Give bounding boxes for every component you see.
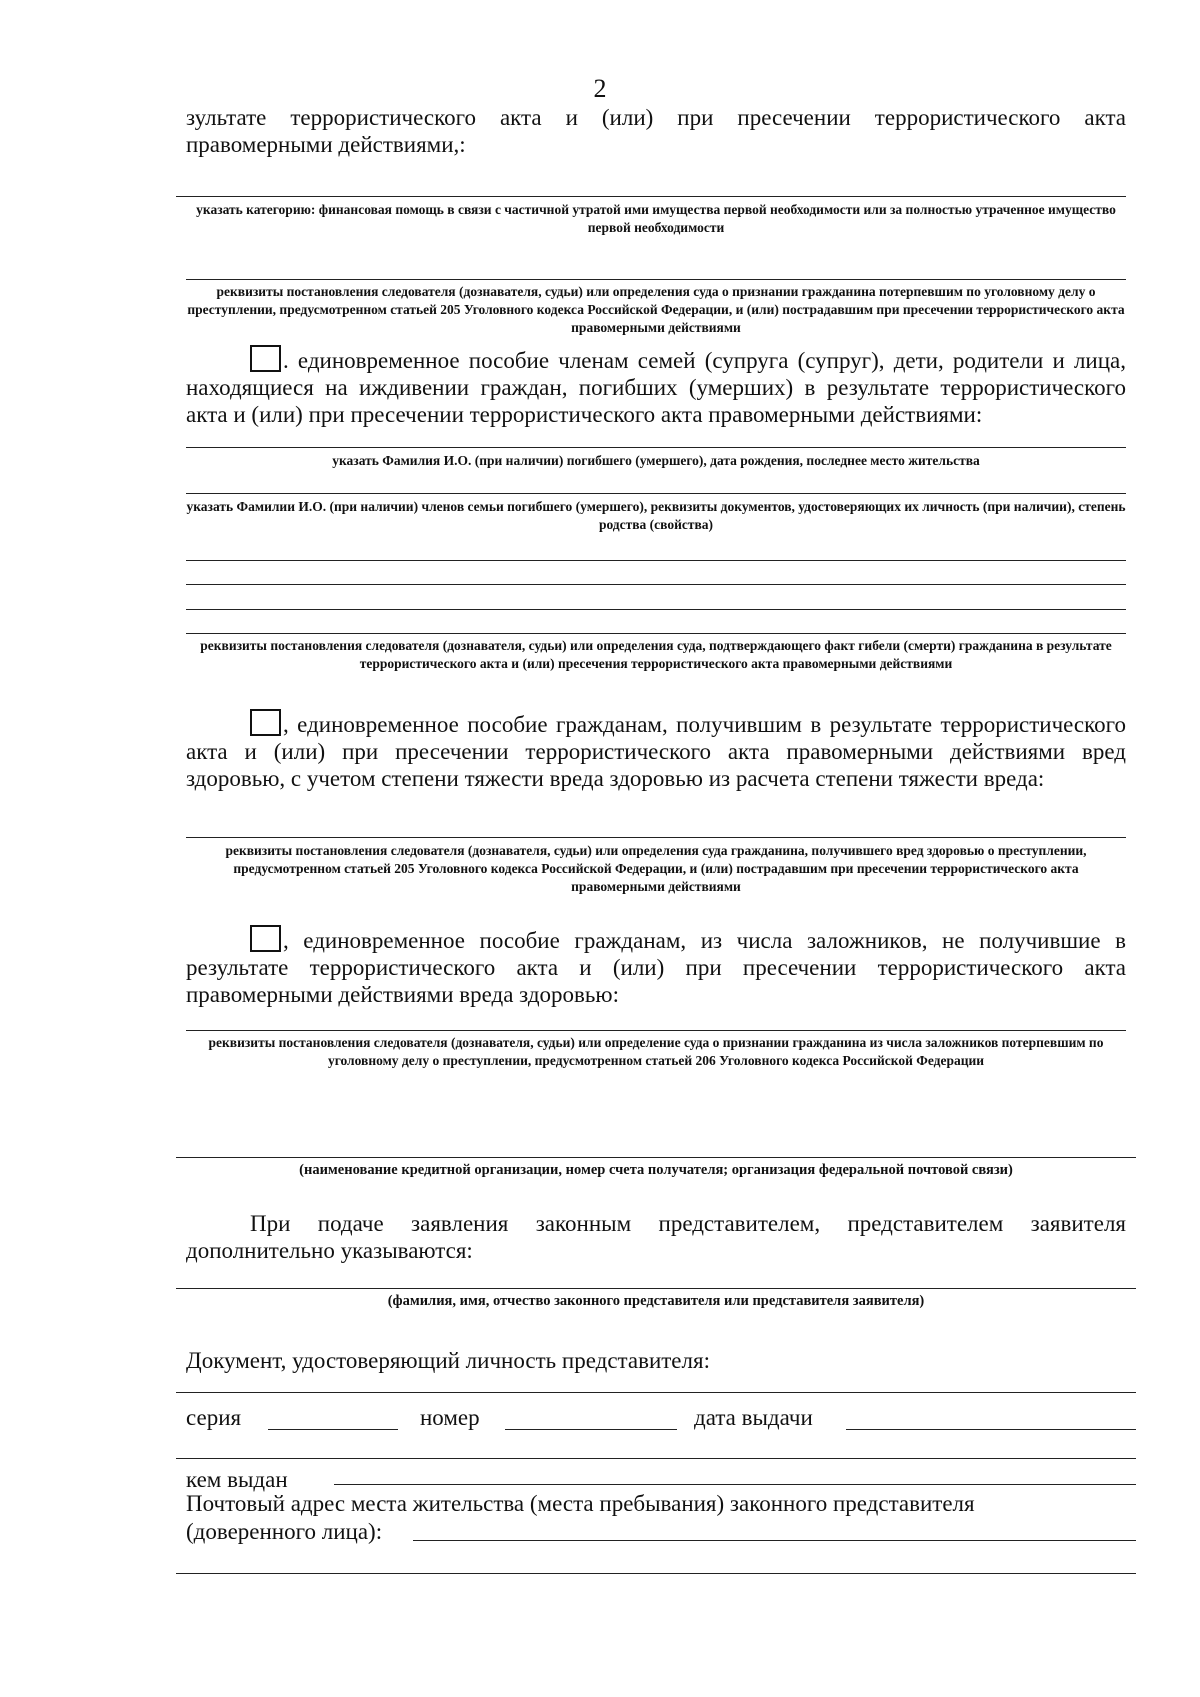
address-input[interactable] <box>413 1540 1136 1541</box>
representative-note: При подаче заявления законным представителем, представителем заявителя дополнительно указываются: <box>186 1211 1126 1263</box>
intro-paragraph: зультате террористического акта и (или) при пресечении террористического акта правомерными действиями,: <box>186 105 1126 157</box>
category-caption: указать категорию: финансовая помощь в связи с частичной утратой ими имущества первой необходимости или за полностью утраченное имущество первой необходимости <box>196 202 1116 235</box>
family-caption: указать Фамилии И.О. (при наличии) членов семьи погибшего (умершего), реквизиты документов, удостоверяющих их личность (при наличии), степень родства (свойства) <box>186 499 1126 532</box>
family-benefit-checkbox[interactable] <box>250 345 281 372</box>
death-requisites-caption: реквизиты постановления следователя (дознавателя, судьи) или определения суда, подтверждающего факт гибели (смерти) гражданина в результате террористического акта и (или) пресечения террористического акта правомерными действиями <box>200 638 1112 671</box>
bank-field-line[interactable] <box>176 1157 1136 1158</box>
issued-by-input[interactable] <box>334 1484 1136 1485</box>
family-field-line[interactable] <box>186 493 1126 494</box>
number-input[interactable] <box>505 1429 677 1430</box>
hostage-benefit-option[interactable] <box>186 925 1126 1008</box>
family-extra-line-2[interactable] <box>186 584 1126 585</box>
representative-name-line[interactable] <box>176 1288 1136 1289</box>
number-label: номер <box>420 1405 480 1430</box>
victim-requisites-caption: реквизиты постановления следователя (дознавателя, судьи) или определения суда о признании гражданина потерпевшим по уголовному делу о преступлении, предусмотренном статьей 205 Уголовного кодекса Российской Федерации, и (или) пострадавшим при пресечении террористического акта правомерными действиями <box>187 284 1125 335</box>
representative-caption: (фамилия, имя, отчество законного представителя или представителя заявителя) <box>387 1293 925 1309</box>
deceased-field-line[interactable] <box>186 447 1126 448</box>
series-label: серия <box>186 1405 242 1430</box>
series-input[interactable] <box>268 1429 398 1430</box>
address-extra-line[interactable] <box>176 1573 1136 1574</box>
death-requisites-line[interactable] <box>186 633 1126 634</box>
id-document-line[interactable] <box>176 1392 1136 1393</box>
issue-date-input[interactable] <box>846 1429 1136 1430</box>
bank-caption: (наименование кредитной организации, номер счета получателя; организация федеральной почтовой связи) <box>299 1162 1013 1178</box>
harm-requisites-line[interactable] <box>186 837 1126 838</box>
family-benefit-option[interactable] <box>186 345 1126 428</box>
family-extra-line-1[interactable] <box>186 560 1126 561</box>
id-document-heading: Документ, удостоверяющий личность представителя: <box>186 1348 710 1373</box>
family-benefit-text: . единовременное пособие членам семей (супруга (супруг), дети, родители и лица, находящиеся на иждивении граждан, погибших (умерших) в результате террористического акта и (или) при пресечении террористического акта правомерными действиями: <box>186 348 1126 427</box>
harm-benefit-text: , единовременное пособие гражданам, получившим в результате террористического акта и (или) при пресечении террористического акта правомерными действиями вред здоровью, с учетом степени тяжести вреда здоровью из расчета степени тяжести вреда: <box>186 712 1126 791</box>
victim-requisites-line[interactable] <box>186 279 1126 280</box>
hostage-benefit-text: , единовременное пособие гражданам, из числа заложников, не получившие в результате террористического акта и (или) при пресечении террористического акта правомерными действиями вреда здоровью: <box>186 928 1126 1007</box>
hostage-requisites-line[interactable] <box>186 1030 1126 1031</box>
blank-line[interactable] <box>176 1458 1136 1459</box>
hostage-requisites-caption: реквизиты постановления следователя (дознавателя, судьи) или определение суда о признании гражданина из числа заложников потерпевшим по уголовному делу о преступлении, предусмотренном статьей 206 Уголовного кодекса Российской Федерации <box>208 1035 1104 1068</box>
harm-requisites-caption: реквизиты постановления следователя (дознавателя, судьи) или определения суда гражданина, получившего вред здоровью о преступлении, предусмотренном статьей 205 Уголовного кодекса Российской Федерации, и (или) пострадавшим при пресечении террористического акта правомерными действиями <box>225 843 1087 894</box>
deceased-caption: указать Фамилия И.О. (при наличии) погибшего (умершего), дата рождения, последнее место жительства <box>332 453 980 468</box>
issue-date-label: дата выдачи <box>694 1405 813 1430</box>
category-field-line[interactable] <box>176 196 1126 197</box>
hostage-benefit-checkbox[interactable] <box>250 925 281 952</box>
harm-benefit-checkbox[interactable] <box>250 709 281 736</box>
address-label-line2: (доверенного лица): <box>186 1519 383 1544</box>
harm-benefit-option[interactable] <box>186 709 1126 792</box>
address-label-line1: Почтовый адрес места жительства (места пребывания) законного представителя <box>186 1491 975 1516</box>
page-number: 2 <box>593 74 607 103</box>
family-extra-line-3[interactable] <box>186 609 1126 610</box>
issued-by-label: кем выдан <box>186 1467 288 1492</box>
